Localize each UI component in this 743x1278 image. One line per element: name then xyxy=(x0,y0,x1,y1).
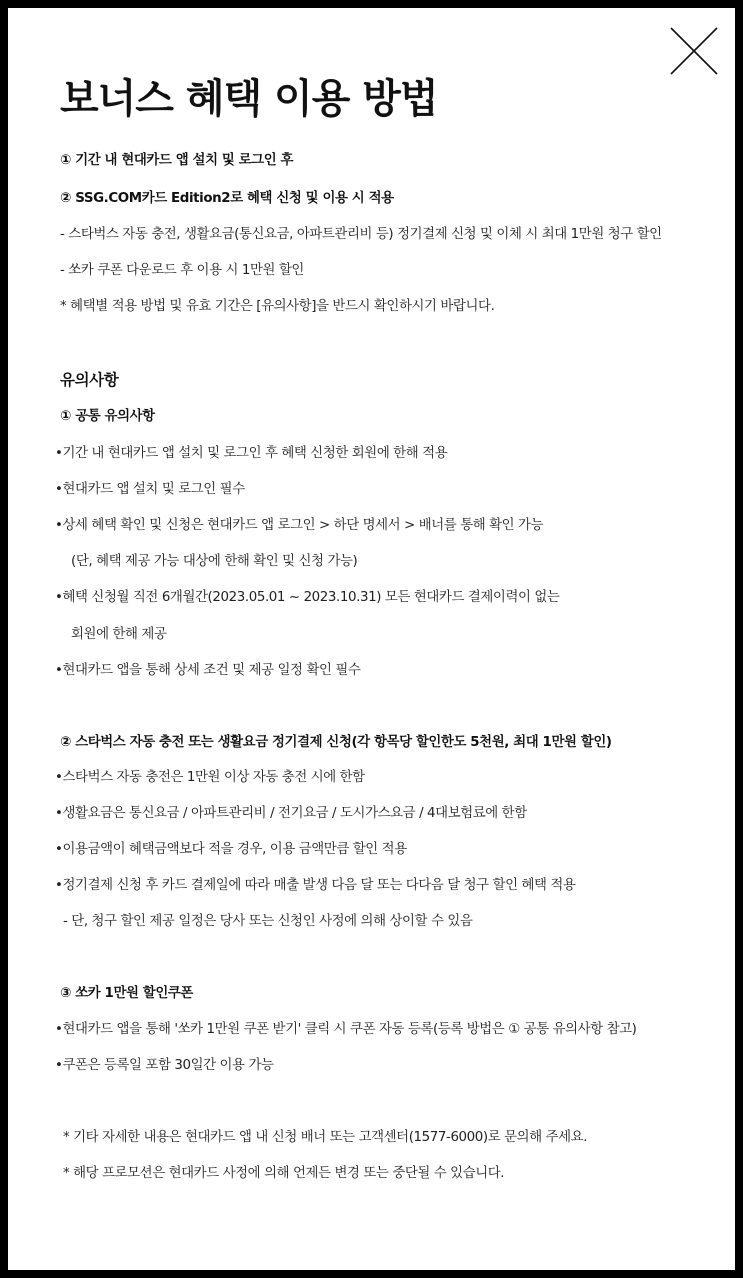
list-item: •혜택 신청월 직전 6개월간(2023.05.01 ~ 2023.10.31) 모든 현대카드 결제이력이 없는 xyxy=(55,590,560,605)
list-item: •현대카드 앱을 통해 '쏘카 1만원 쿠폰 받기' 클릭 시 쿠폰 자동 등록(등록 방법은 ① 공통 유의사항 참고) xyxy=(55,1022,637,1037)
list-item: •상세 혜택 확인 및 신청은 현대카드 앱 로그인 > 하단 명세서 > 배너를 통해 확인 가능 xyxy=(55,518,544,533)
notice-heading: 유의사항 xyxy=(60,371,119,389)
close-icon[interactable] xyxy=(670,27,718,75)
list-item: •이용금액이 혜택금액보다 적을 경우, 이용 금액만큼 할인 적용 xyxy=(55,842,407,857)
list-item: •정기결제 신청 후 카드 결제일에 따라 매출 발생 다음 달 또는 다다음 달 청구 할인 혜택 적용 xyxy=(55,878,576,893)
page-title: 보너스 혜택 이용 방법 xyxy=(60,76,438,122)
howto-step-2: ② SSG.COM카드 Edition2로 혜택 신청 및 이용 시 적용 xyxy=(60,191,394,206)
footer-note: * 기타 자세한 내용은 현대카드 앱 내 신청 배너 또는 고객센터(1577-6000)로 문의해 주세요. xyxy=(63,1130,588,1145)
list-item: •현대카드 앱 설치 및 로그인 필수 xyxy=(55,482,245,497)
footer-note: * 해당 프로모션은 현대카드 사정에 의해 언제든 변경 또는 중단될 수 있습니다. xyxy=(63,1166,505,1181)
list-item: 회원에 한해 제공 xyxy=(71,627,167,642)
list-item: (단, 혜택 제공 가능 대상에 한해 확인 및 신청 가능) xyxy=(71,554,358,569)
howto-step-1: ① 기간 내 현대카드 앱 설치 및 로그인 후 xyxy=(60,153,294,168)
list-item: •스타벅스 자동 충전은 1만원 이상 자동 충전 시에 한함 xyxy=(55,770,365,785)
list-item: - 단, 청구 할인 제공 일정은 당사 또는 신청인 사정에 의해 상이할 수 있음 xyxy=(63,914,473,929)
howto-sub-2: - 쏘카 쿠폰 다운로드 후 이용 시 1만원 할인 xyxy=(60,263,304,278)
notice-common-title: ① 공통 유의사항 xyxy=(60,409,155,424)
howto-sub-1: - 스타벅스 자동 충전, 생활요금(통신요금, 아파트관리비 등) 정기결제 신청 및 이체 시 최대 1만원 청구 할인 xyxy=(60,227,662,242)
list-item: •쿠폰은 등록일 포함 30일간 이용 가능 xyxy=(55,1058,274,1073)
list-item: •생활요금은 통신요금 / 아파트관리비 / 전기요금 / 도시가스요금 / 4대보험료에 한함 xyxy=(55,806,527,821)
list-item: •기간 내 현대카드 앱 설치 및 로그인 후 혜택 신청한 회원에 한해 적용 xyxy=(55,446,448,461)
list-item: •현대카드 앱을 통해 상세 조건 및 제공 일정 확인 필수 xyxy=(55,663,361,678)
howto-note: * 혜택별 적용 방법 및 유효 기간은 [유의사항]을 반드시 확인하시기 바랍니다. xyxy=(60,299,495,314)
close-x-icon xyxy=(670,27,718,75)
notice-starbucks-title: ② 스타벅스 자동 충전 또는 생활요금 정기결제 신청(각 항목당 할인한도 5천원, 최대 1만원 할인) xyxy=(60,735,612,750)
notice-socar-title: ③ 쏘카 1만원 할인쿠폰 xyxy=(60,986,193,1001)
benefit-modal xyxy=(8,8,735,1270)
